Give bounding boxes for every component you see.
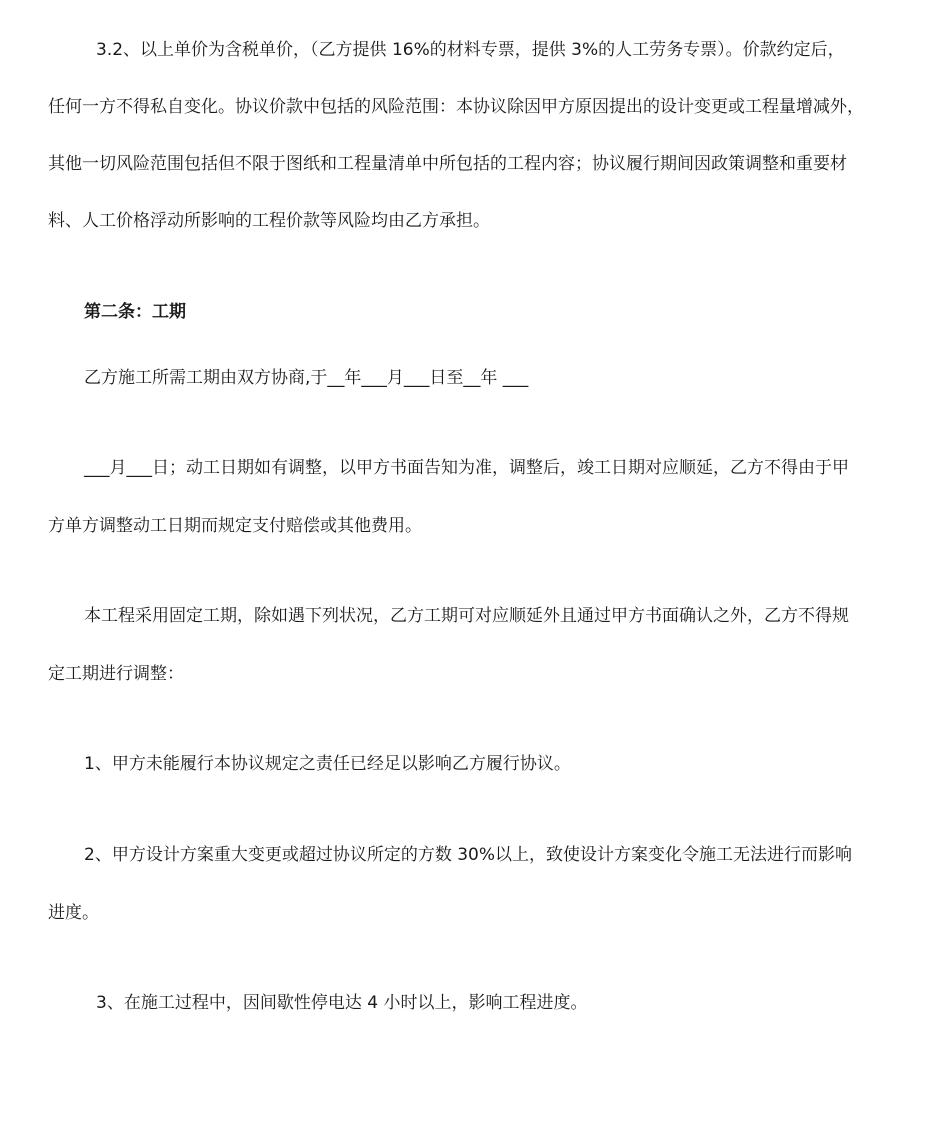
condition-item-3: 3、在施工过程中，因间歇性停电达 4 小时以上，影响工程进度。: [96, 993, 588, 1013]
fixed-period-line-2: 定工期进行调整：: [48, 664, 184, 684]
condition-item-2-line-1: 2、甲方设计方案重大变更或超过协议所定的方数 30%以上，致使设计方案变化令施工无法进行而影响: [84, 845, 853, 865]
start-date-adjust-line-2: 方单方调整动工日期而规定支付赔偿或其他费用。: [48, 516, 422, 536]
para-3-2-line-1: 3.2、以上单价为含税单价，（乙方提供 16%的材料专票，提供 3%的人工劳务专票）。价款约定后，: [96, 40, 845, 60]
para-3-2-line-2: 任何一方不得私自变化。协议价款中包括的风险范围：本协议除因甲方原因提出的设计变更或工程量增减外，: [48, 97, 864, 117]
article-2-heading: 第二条：工期: [84, 302, 186, 322]
start-date-adjust-line-1: ___月___日；动工日期如有调整，以甲方书面告知为准，调整后，竣工日期对应顺延，乙方不得由于甲: [84, 458, 849, 478]
fixed-period-line-1: 本工程采用固定工期，除如遇下列状况，乙方工期可对应顺延外且通过甲方书面确认之外，乙方不得规: [84, 606, 849, 626]
para-3-2-line-3: 其他一切风险范围包括但不限于图纸和工程量清单中所包括的工程内容；协议履行期间因政策调整和重要材: [48, 154, 847, 174]
condition-item-1: 1、甲方未能履行本协议规定之责任已经足以影响乙方履行协议。: [84, 754, 571, 774]
para-3-2-line-4: 料、人工价格浮动所影响的工程价款等风险均由乙方承担。: [48, 211, 490, 231]
construction-period-line: 乙方施工所需工期由双方协商,于__年___月___日至__年 ___: [84, 368, 529, 388]
condition-item-2-line-2: 进度。: [48, 903, 99, 923]
